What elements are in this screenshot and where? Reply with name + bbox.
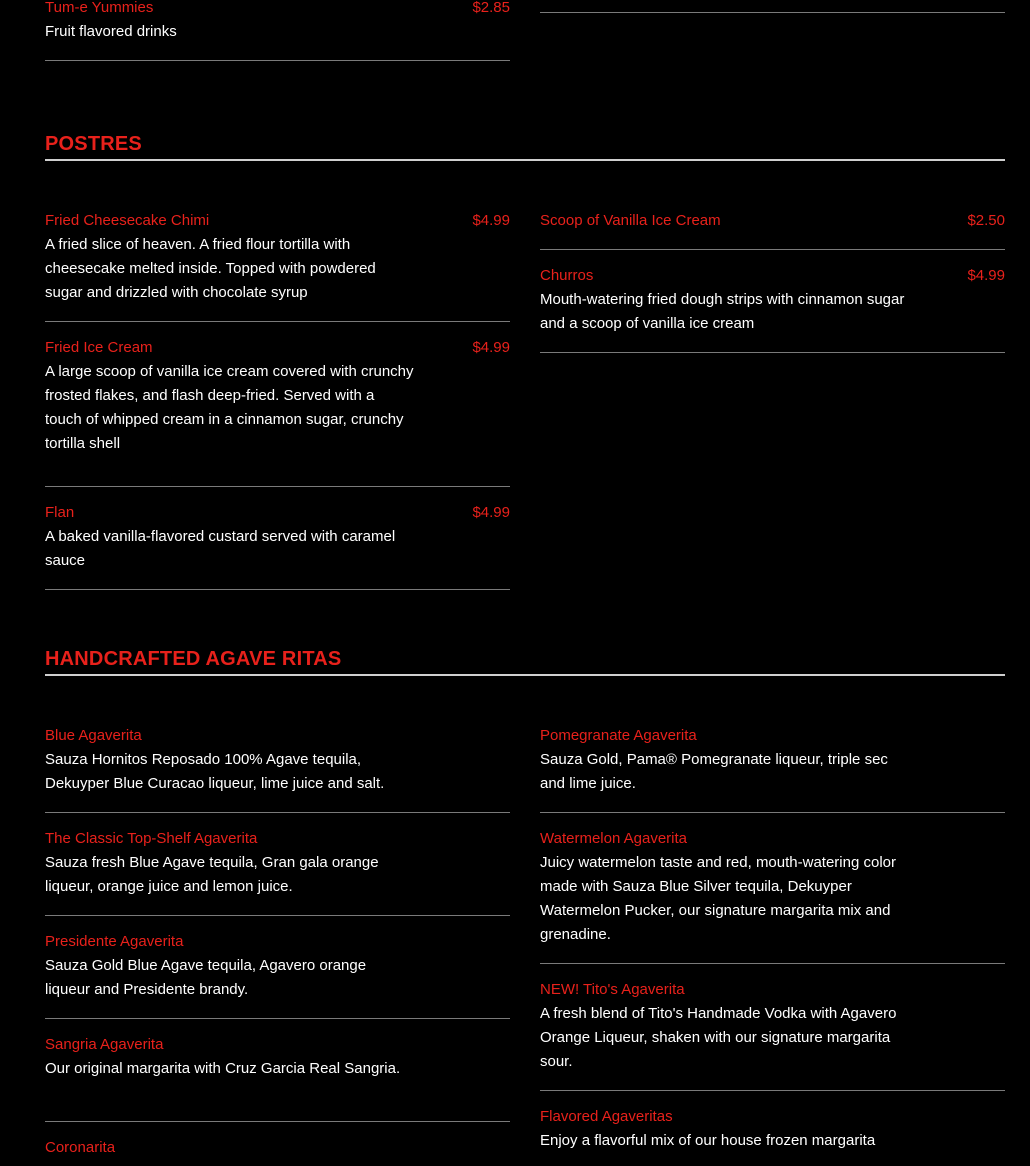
menu-item-name: Flavored Agaveritas <box>540 1108 673 1125</box>
menu-item-price: $4.99 <box>472 504 510 521</box>
menu-item-name: Tum-e Yummies <box>45 0 154 16</box>
menu-item-price: $2.50 <box>967 212 1005 229</box>
menu-item-description: A fried slice of heaven. A fried flour tortilla with cheesecake melted inside. Topped with powdered sugar and drizzled with chocolate syrup <box>45 236 376 301</box>
menu-item-name: The Classic Top-Shelf Agaverita <box>45 830 258 847</box>
menu-item-price: $2.85 <box>472 0 510 16</box>
menu-item <box>45 1033 510 1122</box>
menu-item <box>45 0 510 61</box>
menu-item <box>540 827 1005 964</box>
menu-item-description: Juicy watermelon taste and red, mouth-watering color made with Sauza Blue Silver tequila, Dekuyper Watermelon Pucker, our signature margarita mix and grenadine. <box>540 854 897 943</box>
menu-item-description: A baked vanilla-flavored custard served with caramel sauce <box>45 528 396 569</box>
menu-item <box>45 930 510 1019</box>
menu-item-description: Sauza Gold Blue Agave tequila, Agavero orange liqueur and Presidente brandy. <box>45 957 367 998</box>
menu-item-price: $4.99 <box>472 339 510 356</box>
menu-item-name: Fried Cheesecake Chimi <box>45 212 210 229</box>
menu-item-price: $4.99 <box>472 212 510 229</box>
menu-item-description: Our original margarita with Cruz Garcia Real Sangria. <box>45 1060 401 1077</box>
menu-item-description: Fruit flavored drinks <box>45 23 177 40</box>
menu-item-name: NEW! Tito's Agaverita <box>540 981 685 998</box>
menu-item-name: Scoop of Vanilla Ice Cream <box>540 212 721 229</box>
menu-item <box>540 264 1005 353</box>
section-title-agave-ritas: HANDCRAFTED AGAVE RITAS <box>45 646 1005 676</box>
menu-item <box>45 501 510 590</box>
menu-item <box>45 336 510 487</box>
menu-item-price: $4.99 <box>967 267 1005 284</box>
menu-item <box>540 209 1005 250</box>
menu-item-name: Presidente Agaverita <box>45 933 184 950</box>
menu-item <box>540 724 1005 813</box>
menu-item-name: Pomegranate Agaverita <box>540 727 697 744</box>
menu-item-description: A large scoop of vanilla ice cream covered with crunchy frosted flakes, and flash deep-fried. Served with a touch of whipped cream in a cinnamon sugar, crunchy tortilla shell <box>45 363 414 452</box>
menu-item-name: Coronarita <box>45 1139 116 1156</box>
menu-item <box>540 978 1005 1091</box>
menu-column-right-postres <box>540 209 1005 353</box>
divider <box>540 12 1005 13</box>
menu-item <box>45 724 510 813</box>
menu-column-left-top <box>45 0 510 61</box>
menu-item-description: Sauza fresh Blue Agave tequila, Gran gala orange liqueur, orange juice and lemon juice. <box>45 854 379 895</box>
menu-item <box>45 827 510 916</box>
menu-item-description: Sauza Gold, Pama® Pomegranate liqueur, triple sec and lime juice. <box>540 751 888 792</box>
menu-item-name: Sangria Agaverita <box>45 1036 164 1053</box>
menu-item <box>45 209 510 322</box>
menu-item-name: Fried Ice Cream <box>45 339 153 356</box>
menu-item-description: A fresh blend of Tito's Handmade Vodka with Agavero Orange Liqueur, shaken with our signature margarita sour. <box>540 1005 897 1070</box>
menu-item-name: Blue Agaverita <box>45 727 142 744</box>
section-title-postres: POSTRES <box>45 131 1005 161</box>
menu-column-left-agave <box>45 724 510 1166</box>
menu-item-description: Enjoy a flavorful mix of our house frozen margarita <box>540 1132 876 1149</box>
menu-item-name: Churros <box>540 267 594 284</box>
menu-column-left-postres <box>45 209 510 590</box>
menu-item <box>45 1136 510 1166</box>
menu-column-right-agave <box>540 724 1005 1165</box>
menu-item-name: Flan <box>45 504 75 521</box>
menu-item <box>540 1105 1005 1165</box>
menu-item-description: Sauza Hornitos Reposado 100% Agave tequila, Dekuyper Blue Curacao liqueur, lime juice and salt. <box>45 751 385 792</box>
menu-item-name: Watermelon Agaverita <box>540 830 688 847</box>
menu-item-description: Mouth-watering fried dough strips with cinnamon sugar and a scoop of vanilla ice cream <box>540 291 905 332</box>
